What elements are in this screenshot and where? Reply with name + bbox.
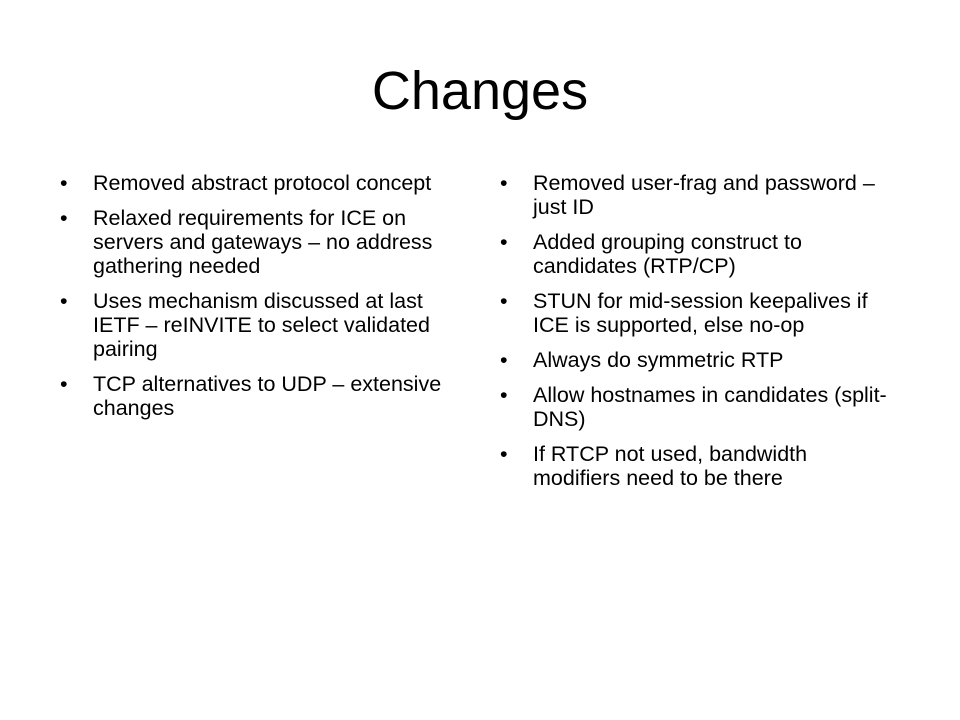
- bullet-dot-icon: •: [500, 171, 508, 195]
- bullet-item: [500, 383, 900, 431]
- bullet-text: If RTCP not used, bandwidth modifiers need to be there: [533, 442, 808, 490]
- bullet-item: [60, 289, 460, 361]
- bullet-dot-icon: •: [60, 171, 68, 195]
- bullet-dot-icon: •: [500, 289, 508, 313]
- bullet-dot-icon: •: [500, 348, 508, 372]
- bullet-item: [500, 171, 900, 219]
- bullet-item: [60, 171, 460, 195]
- bullet-item: [500, 348, 900, 372]
- left-bullet-list: [60, 171, 460, 431]
- bullet-dot-icon: •: [500, 383, 508, 407]
- bullet-text: Always do symmetric RTP: [533, 348, 784, 372]
- right-bullet-list: [500, 171, 900, 501]
- bullet-dot-icon: •: [500, 442, 508, 466]
- bullet-dot-icon: •: [60, 206, 68, 230]
- bullet-dot-icon: •: [60, 372, 68, 396]
- bullet-dot-icon: •: [500, 230, 508, 254]
- bullet-text: Removed abstract protocol concept: [93, 171, 432, 195]
- bullet-text: TCP alternatives to UDP – extensive changes: [93, 372, 442, 420]
- bullet-text: Uses mechanism discussed at last IETF – reINVITE to select validated pairing: [93, 289, 430, 361]
- bullet-item: [500, 230, 900, 278]
- bullet-dot-icon: •: [60, 289, 68, 313]
- bullet-item: [60, 206, 460, 278]
- bullet-text: Relaxed requirements for ICE on servers and gateways – no address gathering needed: [93, 206, 433, 278]
- slide-title: Changes: [371, 61, 589, 121]
- bullet-item: [60, 372, 460, 420]
- bullet-item: [500, 442, 900, 490]
- bullet-item: [500, 289, 900, 337]
- bullet-text: Allow hostnames in candidates (split-DNS): [533, 383, 887, 431]
- bullet-text: STUN for mid-session keepalives if ICE is supported, else no-op: [533, 289, 868, 337]
- bullet-text: Added grouping construct to candidates (RTP/CP): [533, 230, 802, 278]
- bullet-text: Removed user-frag and password – just ID: [533, 171, 875, 219]
